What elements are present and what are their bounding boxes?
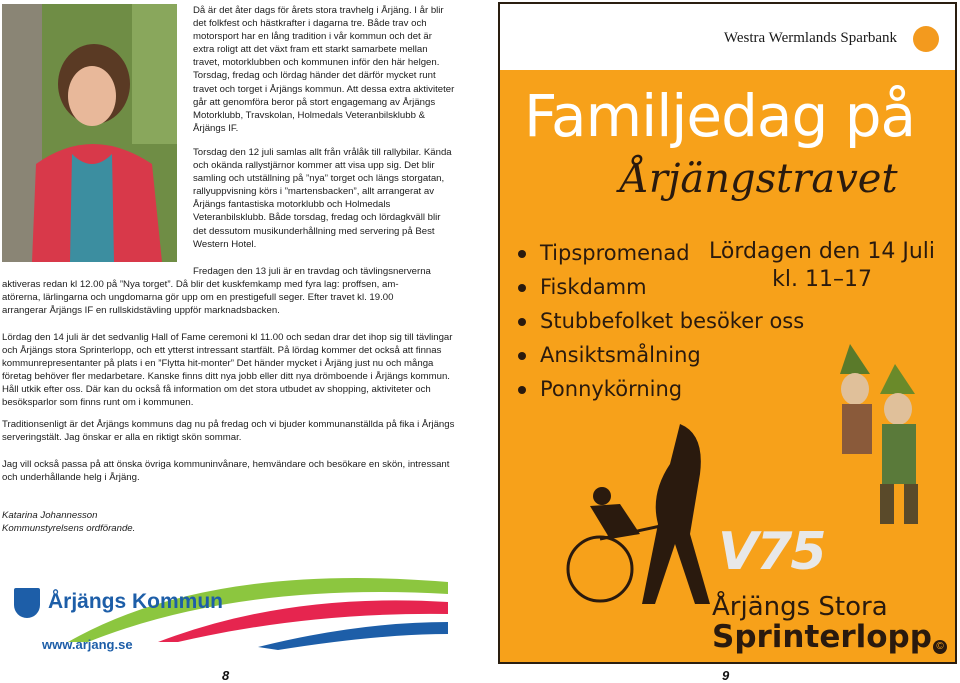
kommun-logo-text: Årjängs Kommun (48, 590, 224, 613)
race-title-line-2: Sprinterlopp (712, 619, 932, 655)
activity-item: Ponnykörning (518, 372, 804, 406)
copyright-icon: © (933, 640, 947, 654)
page-number-right: 9 (722, 668, 730, 683)
portrait-illustration (2, 4, 177, 262)
website-link[interactable]: www.arjang.se (42, 637, 133, 652)
activity-item: Stubbefolket besöker oss (518, 304, 804, 338)
v75-logo: V75 (718, 522, 825, 582)
event-date (709, 238, 935, 294)
friday-line-1: Fredagen den 13 juli är en travdag och tävlingsnerverna (193, 266, 431, 277)
intro-paragraph: Då är det åter dags för årets stora travhelg i Årjäng. I år blir det folkfest och hästkrafter i dagarna tre. Både trav och motorsport har en lång tradition i vår kommun och det är extra roligt att det växt fram ett starkt samarbete mellan travet, motorklubben och kommunen inför den här helgen. Torsdag, fredag och lördag händer det därför mycket runt travet och torget i Årjängs kommun. Att dessa extra aktiviteter går att genomföra beror på stort engagemang av Årjängs Motorklubb, Travskolan, Holmedals Veteranbilsklubb & Årjängs IF. (193, 5, 455, 134)
event-poster (498, 2, 957, 664)
bullet-icon (518, 284, 526, 292)
signature-name: Katarina Johannesson (2, 510, 98, 521)
saturday-paragraph: Lördag den 14 juli är det sedvanlig Hall of Fame ceremoni kl 11.00 och sedan drar det ihop sig till tävlingar och Årjängs stora Sprinterlopp, och ett ytterst intressant startfält. På lördag kommer det också att finnas kommunrepresentanter på plats i en ”Flytta hit-monter” Det händer mycket i Årjäng just nu och många företag behöver fler medarbetare. Kanske finns ditt nya jobb eller ditt nya drömboende i Årjängs kommun. Håll utkik efter oss. Där kan du också få information om det stora utbudet av shopping, aktiviteter och besöksparlor som finns runt om i kommunen. (2, 332, 453, 409)
signature (2, 509, 135, 535)
thursday-paragraph: Torsdag den 12 juli samlas allt från vrålåk till rallybilar. Kända och okända rallystjärnor kommer att visa upp sig. Det blir samling och utställning på ”nya” torget och längs storgatan, rallyuppvisning körs i ”martensbacken”, allt arrangerat av Årjängs fantastiska motorklubb och Holmedals Veteranbilsklubb. Både torsdag, fredag och lördagkväll blir det dessutom musikunderhållning med servering på Best Western Hotel. (193, 147, 452, 250)
friday-line-4: arrangerar Årjängs IF en rullskidstävling uppför marknadsbacken. (2, 305, 280, 316)
signature-title: Kommunstyrelsens ordförande. (2, 523, 136, 535)
race-title-line-1: Årjängs Stora (712, 592, 888, 622)
activity-item: Fiskdamm (518, 270, 804, 304)
bullet-icon (518, 250, 526, 258)
portrait-photo (2, 4, 177, 262)
bank-logo-icon (913, 26, 939, 52)
friday-line-3: atörerna, lärlingarna och ungdomarna gör upp om en prestigefull seger. Efter travet kl. 19.00 (2, 292, 394, 303)
bullet-icon (518, 352, 526, 360)
coat-of-arms-icon (14, 588, 40, 618)
closing-paragraph: Jag vill också passa på att önska övriga kommuninvånare, hemvändare och besökare en skön, intressant och underhållande helg i Årjäng. (2, 459, 450, 484)
activity-item: Ansiktsmålning (518, 338, 804, 372)
activity-item: Tipspromenad (518, 236, 804, 270)
bank-name: Westra Wermlands Sparbank (723, 30, 897, 46)
event-time-text: kl. 11–17 (772, 267, 872, 292)
friday-line-2: aktiveras redan kl 12.00 på ”Nya torget”. Då blir det kuskfemkamp med fyra lag: proffsen, am- (2, 279, 399, 290)
event-date-text: Lördagen den 14 Juli (709, 239, 935, 264)
poster-subheadline: Årjängstravet (620, 156, 898, 202)
page-number-left: 8 (222, 668, 230, 683)
tradition-paragraph: Traditionsenligt är det Årjängs kommuns dag nu på fredag och vi bjuder kommunanställda på fika i Årjängs serveringstält. Jag önskar er alla en riktigt skön sommar. (2, 419, 455, 444)
poster-headline: Familjedag på (524, 82, 916, 150)
bullet-icon (518, 318, 526, 326)
bullet-icon (518, 386, 526, 394)
troll-figures-illustration (820, 334, 940, 534)
race-title (712, 592, 932, 654)
